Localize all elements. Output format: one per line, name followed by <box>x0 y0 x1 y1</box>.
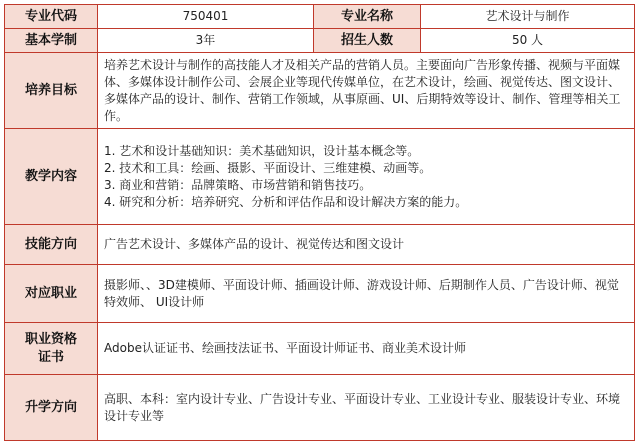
table-row <box>5 225 635 265</box>
skills-direction-label: 技能方向 <box>5 225 98 265</box>
table-row <box>5 265 635 323</box>
certificates-text: Adobe认证证书、绘画技法证书、平面设计师证书、商业美术设计师 <box>98 323 635 375</box>
table-row <box>5 323 635 375</box>
list-item: 3. 商业和营销：品牌策略、市场营销和销售技巧。 <box>104 177 372 192</box>
duration-label: 基本学制 <box>5 29 98 53</box>
certificates-label-line1: 职业资格 <box>24 331 77 347</box>
certificates-label-line2: 证书 <box>37 349 64 365</box>
program-name-value: 艺术设计与制作 <box>421 5 635 29</box>
further-study-text: 高职、本科：室内设计专业、广告设计专业、平面设计专业、工业设计专业、服装设计专业、环境设计专业等 <box>98 375 635 441</box>
list-item: 2. 技术和工具：绘画、摄影、平面设计、三维建模、动画等。 <box>104 160 432 175</box>
table-row <box>5 29 635 53</box>
list-item: 1. 艺术和设计基础知识：美术基础知识，设计基本概念等。 <box>104 143 420 158</box>
program-code-label: 专业代码 <box>5 5 98 29</box>
program-name-label: 专业名称 <box>314 5 421 29</box>
enrollment-label: 招生人数 <box>314 29 421 53</box>
table-row <box>5 5 635 29</box>
program-code-value: 750401 <box>98 5 314 29</box>
related-jobs-text: 摄影师、、3D建模师、平面设计师、插画设计师、游戏设计师、后期制作人员、广告设计师、视觉特效师、 UI设计师 <box>98 265 635 323</box>
list-item: 4. 研究和分析：培养研究、分析和评估作品和设计解决方案的能力。 <box>104 194 468 209</box>
skills-direction-text: 广告艺术设计、多媒体产品的设计、视觉传达和图文设计 <box>98 225 635 265</box>
further-study-label: 升学方向 <box>5 375 98 441</box>
table-row <box>5 375 635 441</box>
teaching-content-label: 教学内容 <box>5 129 98 225</box>
program-info-table <box>4 4 635 441</box>
certificates-label <box>5 323 98 375</box>
teaching-content-list <box>98 129 635 225</box>
table-row <box>5 129 635 225</box>
table-row <box>5 53 635 129</box>
duration-value: 3年 <box>98 29 314 53</box>
related-jobs-label: 对应职业 <box>5 265 98 323</box>
training-goal-text: 培养艺术设计与制作的高技能人才及相关产品的营销人员。主要面向广告形象传播、视频与平面媒体、多媒体设计制作公司、会展企业等现代传媒单位，在艺术设计，绘画、视觉传达、图文设计、多媒体产品的设计、制作、营销工作领域，从事原画、UI、后期特效等设计、制作、管理等相关工作。 <box>98 53 635 129</box>
enrollment-value: 50 人 <box>421 29 635 53</box>
training-goal-label: 培养目标 <box>5 53 98 129</box>
